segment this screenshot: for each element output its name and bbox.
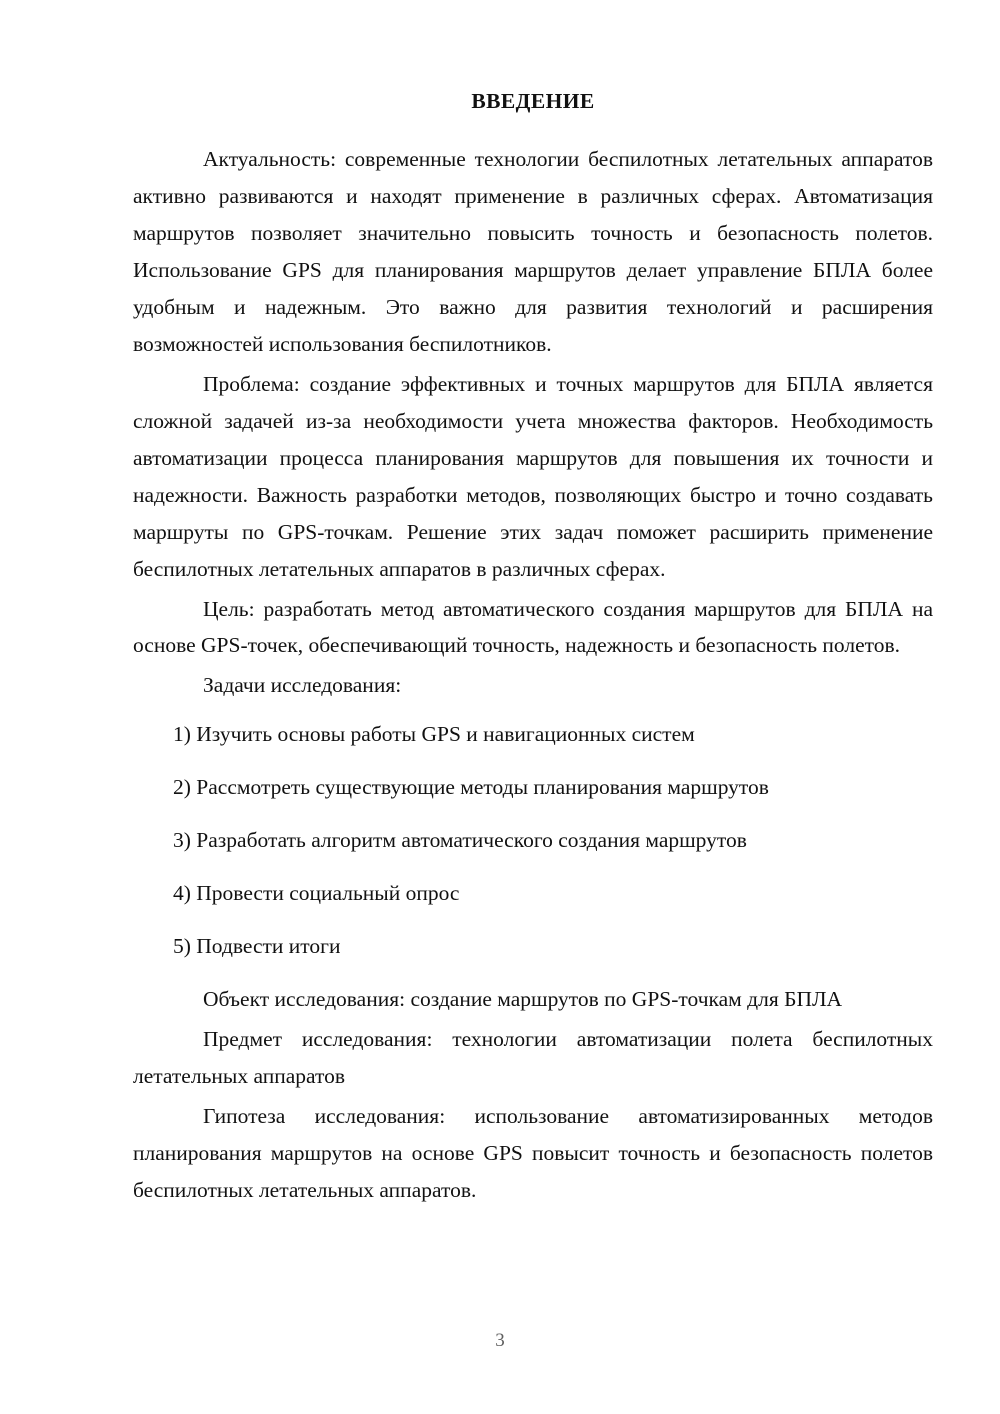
paragraph-goal: Цель: разработать метод автоматического создания маршрутов для БПЛА на основе GPS-точек, обеспечивающий точность, надежность и безопасность полетов.	[133, 596, 933, 658]
list-item: 3) Разработать алгоритм автоматического создания маршрутов	[173, 828, 747, 853]
page-number: 3	[495, 1330, 505, 1351]
paragraph-relevance: Актуальность: современные технологии беспилотных летательных аппаратов активно развиваются и находят применение в различных сферах. Автоматизация маршрутов позволяет значительно повысить точность и безопасность полетов. Использование GPS для планирования маршрутов делает управление БПЛА более удобным и надежным. Это важно для развития технологий и расширения возможностей использования беспилотников.	[133, 146, 933, 356]
paragraph-problem: Проблема: создание эффективных и точных маршрутов для БПЛА является сложной задачей из-за необходимости учета множества факторов. Необходимость автоматизации процесса планирования маршрутов для повышения их точности и надежности. Важность разработки методов, позволяющих быстро и точно создавать маршруты по GPS-точкам. Решение этих задач поможет расширить применение беспилотных летательных аппаратов в различных сферах.	[133, 371, 933, 581]
list-item: 2) Рассмотреть существующие методы планирования маршрутов	[173, 775, 769, 800]
paragraph-subject: Предмет исследования: технологии автоматизации полета беспилотных летательных аппаратов	[133, 1027, 933, 1089]
list-item: 4) Провести социальный опрос	[173, 881, 460, 906]
paragraph-hypothesis: Гипотеза исследования: использование автоматизированных методов планирования маршрутов на основе GPS повысит точность и безопасность полетов беспилотных летательных аппаратов.	[133, 1104, 933, 1203]
tasks-list	[133, 716, 933, 965]
page-title: ВВЕДЕНИЕ	[471, 89, 595, 113]
list-item: 1) Изучить основы работы GPS и навигационных систем	[173, 722, 695, 747]
tasks-lead-label: Задачи исследования:	[203, 673, 402, 698]
document-body	[133, 88, 933, 1212]
list-item: 5) Подвести итоги	[173, 934, 341, 959]
paragraph-object: Объект исследования: создание маршрутов по GPS-точкам для БПЛА	[203, 987, 843, 1012]
